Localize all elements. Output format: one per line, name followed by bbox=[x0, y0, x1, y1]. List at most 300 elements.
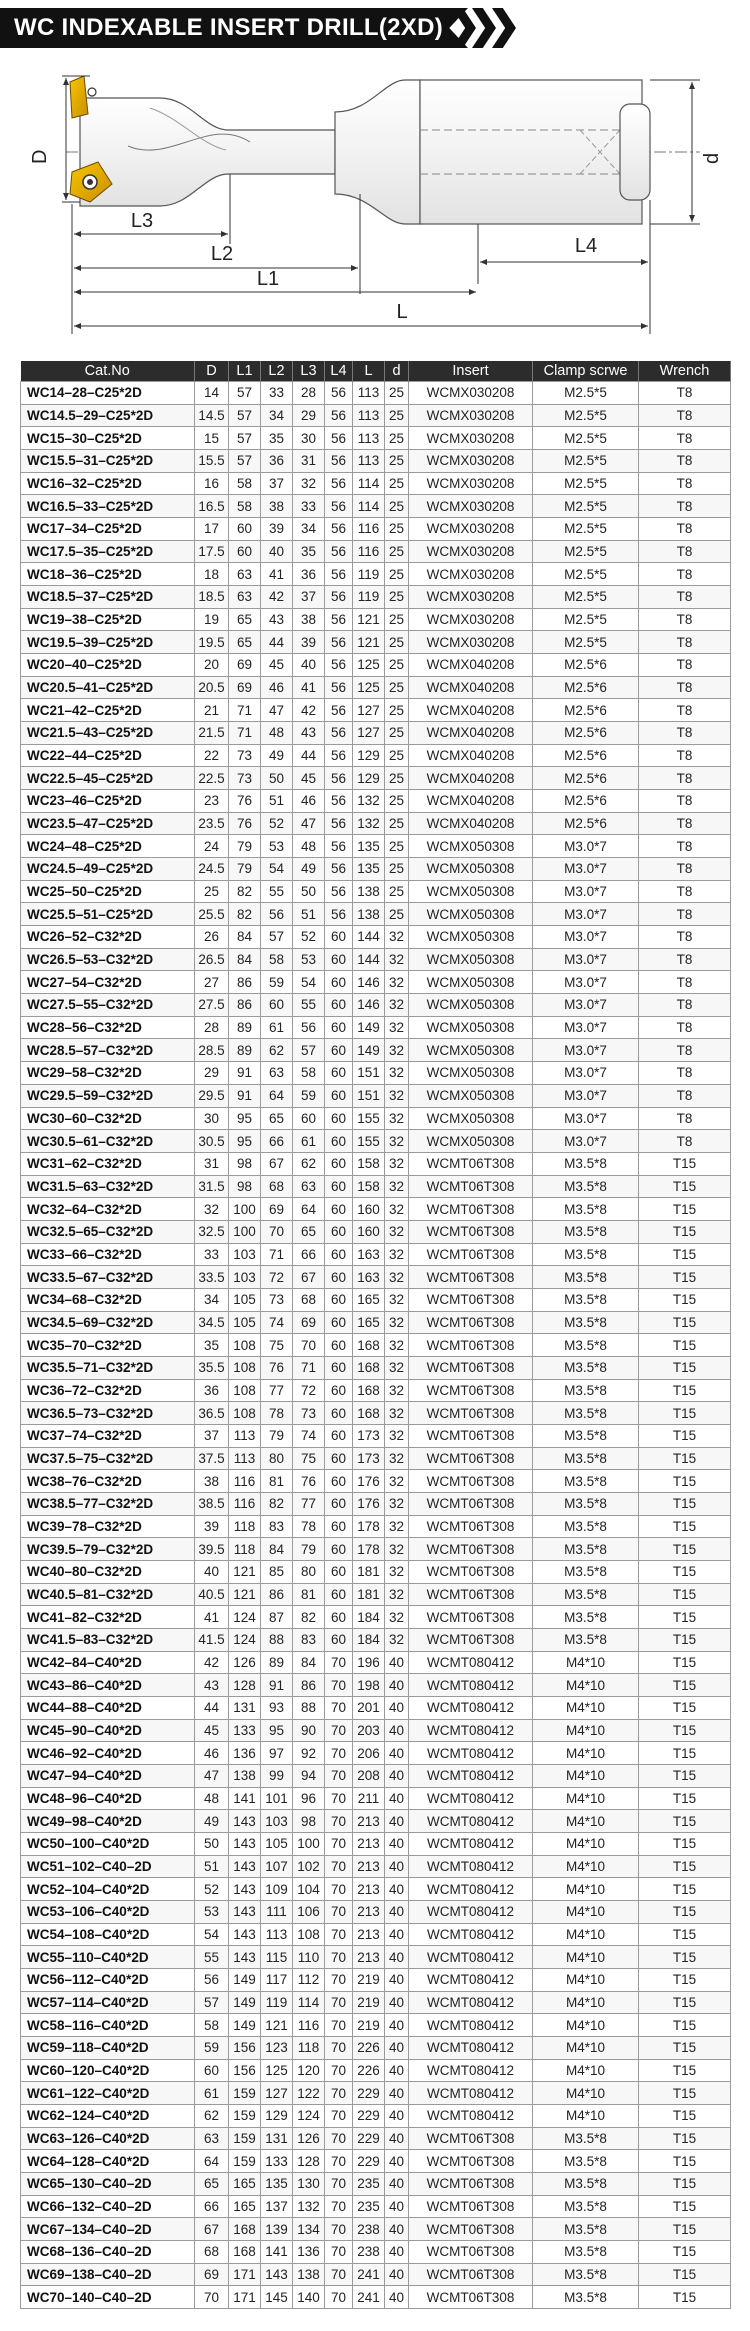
table-cell: 83 bbox=[261, 1515, 293, 1538]
table-row bbox=[21, 1107, 731, 1130]
table-cell: T8 bbox=[639, 812, 731, 835]
table-row bbox=[21, 540, 731, 563]
table-cell: 213 bbox=[353, 1855, 385, 1878]
table-cell: 132 bbox=[353, 790, 385, 813]
table-cell: 143 bbox=[229, 1901, 261, 1924]
table-cell: 92 bbox=[293, 1742, 325, 1765]
table-cell: 159 bbox=[229, 2127, 261, 2150]
table-cell: 56 bbox=[325, 404, 353, 427]
table-cell: WCMT080412 bbox=[409, 1991, 533, 2014]
table-cell: M3.5*8 bbox=[533, 1356, 639, 1379]
table-cell: 86 bbox=[293, 1674, 325, 1697]
table-cell: 48 bbox=[195, 1787, 229, 1810]
table-cell: 68 bbox=[261, 1175, 293, 1198]
table-cell: M3.5*8 bbox=[533, 1311, 639, 1334]
table-cell: 95 bbox=[229, 1107, 261, 1130]
table-cell: 181 bbox=[353, 1583, 385, 1606]
table-cell: M3.0*7 bbox=[533, 1062, 639, 1085]
table-cell: 47 bbox=[195, 1764, 229, 1787]
table-cell: WCMT080412 bbox=[409, 1674, 533, 1697]
table-cell: WCMX030208 bbox=[409, 427, 533, 450]
table-cell: 60 bbox=[325, 1583, 353, 1606]
table-row bbox=[21, 699, 731, 722]
table-cell: 143 bbox=[229, 1923, 261, 1946]
table-cell: T8 bbox=[639, 699, 731, 722]
table-cell: 50 bbox=[195, 1833, 229, 1856]
table-cell: 70 bbox=[325, 2218, 353, 2241]
table-cell: T15 bbox=[639, 1855, 731, 1878]
cat-no-cell: WC24–48–C25*2D bbox=[21, 835, 195, 858]
table-cell: WCMX050308 bbox=[409, 1084, 533, 1107]
table-cell: 160 bbox=[353, 1198, 385, 1221]
table-cell: 70 bbox=[325, 1674, 353, 1697]
table-row bbox=[21, 1175, 731, 1198]
cat-no-cell: WC35–70–C32*2D bbox=[21, 1334, 195, 1357]
table-cell: 70 bbox=[325, 1969, 353, 1992]
cat-no-cell: WC22.5–45–C25*2D bbox=[21, 767, 195, 790]
table-row bbox=[21, 563, 731, 586]
table-cell: 56 bbox=[325, 608, 353, 631]
table-cell: WCMT06T308 bbox=[409, 1560, 533, 1583]
table-cell: 160 bbox=[353, 1220, 385, 1243]
table-row bbox=[21, 1833, 731, 1856]
table-cell: M4*10 bbox=[533, 1855, 639, 1878]
table-cell: M4*10 bbox=[533, 1946, 639, 1969]
table-row bbox=[21, 382, 731, 405]
table-cell: 98 bbox=[229, 1175, 261, 1198]
table-row bbox=[21, 1356, 731, 1379]
table-row bbox=[21, 1266, 731, 1289]
table-row bbox=[21, 2082, 731, 2105]
table-cell: WCMT06T308 bbox=[409, 1492, 533, 1515]
table-cell: 131 bbox=[229, 1696, 261, 1719]
table-cell: M4*10 bbox=[533, 1651, 639, 1674]
table-cell: M2.5*5 bbox=[533, 540, 639, 563]
col-header-L3: L3 bbox=[293, 361, 325, 382]
table-cell: WCMX050308 bbox=[409, 880, 533, 903]
table-cell: WCMT06T308 bbox=[409, 1515, 533, 1538]
table-row bbox=[21, 903, 731, 926]
dim-label-d: d bbox=[701, 152, 723, 164]
table-cell: 132 bbox=[353, 812, 385, 835]
table-cell: M4*10 bbox=[533, 1810, 639, 1833]
table-cell: 158 bbox=[353, 1152, 385, 1175]
cat-no-cell: WC23.5–47–C25*2D bbox=[21, 812, 195, 835]
table-cell: 125 bbox=[353, 676, 385, 699]
table-cell: 165 bbox=[229, 2195, 261, 2218]
table-cell: 34 bbox=[261, 404, 293, 427]
table-cell: 40 bbox=[385, 1946, 409, 1969]
table-cell: WCMT080412 bbox=[409, 2105, 533, 2128]
cat-no-cell: WC36–72–C32*2D bbox=[21, 1379, 195, 1402]
table-cell: 40 bbox=[385, 2105, 409, 2128]
table-cell: 105 bbox=[229, 1311, 261, 1334]
table-cell: 168 bbox=[229, 2241, 261, 2264]
table-cell: 64 bbox=[293, 1198, 325, 1221]
table-cell: 60 bbox=[325, 1606, 353, 1629]
table-cell: 40 bbox=[385, 1991, 409, 2014]
table-cell: 82 bbox=[229, 880, 261, 903]
table-row bbox=[21, 1969, 731, 1992]
table-cell: WCMX040208 bbox=[409, 654, 533, 677]
table-cell: WCMX050308 bbox=[409, 835, 533, 858]
table-cell: M3.5*8 bbox=[533, 1424, 639, 1447]
table-cell: 60 bbox=[325, 1311, 353, 1334]
table-cell: 32 bbox=[385, 1039, 409, 1062]
table-cell: 108 bbox=[293, 1923, 325, 1946]
table-cell: T15 bbox=[639, 1243, 731, 1266]
table-cell: 124 bbox=[229, 1606, 261, 1629]
table-row bbox=[21, 790, 731, 813]
table-cell: T15 bbox=[639, 1696, 731, 1719]
table-cell: T15 bbox=[639, 1175, 731, 1198]
table-cell: T15 bbox=[639, 1606, 731, 1629]
table-cell: 32 bbox=[385, 1334, 409, 1357]
table-cell: 58 bbox=[195, 2014, 229, 2037]
table-cell: 19.5 bbox=[195, 631, 229, 654]
table-cell: 60 bbox=[325, 971, 353, 994]
dim-label-L2: L2 bbox=[210, 243, 234, 265]
table-cell: 70 bbox=[261, 1220, 293, 1243]
table-cell: 127 bbox=[261, 2082, 293, 2105]
table-cell: 114 bbox=[353, 495, 385, 518]
table-cell: 36 bbox=[293, 563, 325, 586]
table-cell: M2.5*5 bbox=[533, 631, 639, 654]
table-cell: 60 bbox=[325, 1243, 353, 1266]
table-cell: 60 bbox=[325, 1628, 353, 1651]
table-cell: 87 bbox=[261, 1606, 293, 1629]
table-cell: 41 bbox=[195, 1606, 229, 1629]
table-cell: T15 bbox=[639, 1311, 731, 1334]
table-cell: 163 bbox=[353, 1243, 385, 1266]
table-cell: 70 bbox=[325, 2014, 353, 2037]
cat-no-cell: WC27–54–C32*2D bbox=[21, 971, 195, 994]
table-cell: M3.5*8 bbox=[533, 1175, 639, 1198]
table-cell: 21 bbox=[195, 699, 229, 722]
table-cell: T15 bbox=[639, 1356, 731, 1379]
cat-no-cell: WC20.5–41–C25*2D bbox=[21, 676, 195, 699]
table-cell: 44 bbox=[261, 631, 293, 654]
table-cell: T8 bbox=[639, 858, 731, 881]
cat-no-cell: WC19–38–C25*2D bbox=[21, 608, 195, 631]
table-cell: 53 bbox=[195, 1901, 229, 1924]
table-cell: 32 bbox=[385, 1583, 409, 1606]
table-cell: 49 bbox=[293, 858, 325, 881]
table-cell: 28 bbox=[195, 1016, 229, 1039]
table-cell: 98 bbox=[293, 1810, 325, 1833]
table-cell: 41 bbox=[261, 563, 293, 586]
table-cell: 57 bbox=[195, 1991, 229, 2014]
table-cell: WCMX030208 bbox=[409, 404, 533, 427]
table-cell: M4*10 bbox=[533, 1719, 639, 1742]
table-cell: 229 bbox=[353, 2105, 385, 2128]
table-cell: 69 bbox=[195, 2263, 229, 2286]
table-cell: WCMT06T308 bbox=[409, 2218, 533, 2241]
table-cell: 103 bbox=[261, 1810, 293, 1833]
table-cell: 126 bbox=[229, 1651, 261, 1674]
table-cell: 24.5 bbox=[195, 858, 229, 881]
table-cell: 40 bbox=[385, 1878, 409, 1901]
table-cell: 151 bbox=[353, 1084, 385, 1107]
table-cell: 65 bbox=[229, 608, 261, 631]
table-cell: 125 bbox=[261, 2059, 293, 2082]
table-row bbox=[21, 2127, 731, 2150]
table-cell: T8 bbox=[639, 926, 731, 949]
table-cell: T8 bbox=[639, 450, 731, 473]
table-cell: 39 bbox=[293, 631, 325, 654]
table-cell: 149 bbox=[353, 1016, 385, 1039]
cat-no-cell: WC67–134–C40–2D bbox=[21, 2218, 195, 2241]
table-cell: 163 bbox=[353, 1266, 385, 1289]
table-cell: M2.5*5 bbox=[533, 404, 639, 427]
table-cell: WCMT080412 bbox=[409, 1764, 533, 1787]
table-cell: M2.5*5 bbox=[533, 518, 639, 541]
table-cell: 138 bbox=[353, 903, 385, 926]
table-cell: 113 bbox=[353, 382, 385, 405]
table-cell: 29 bbox=[195, 1062, 229, 1085]
table-cell: 124 bbox=[229, 1628, 261, 1651]
table-cell: WCMT06T308 bbox=[409, 1311, 533, 1334]
table-cell: 134 bbox=[293, 2218, 325, 2241]
table-row bbox=[21, 1039, 731, 1062]
table-cell: 44 bbox=[195, 1696, 229, 1719]
table-cell: 31 bbox=[195, 1152, 229, 1175]
table-cell: 93 bbox=[261, 1696, 293, 1719]
table-cell: 30 bbox=[195, 1107, 229, 1130]
table-cell: WCMT080412 bbox=[409, 1878, 533, 1901]
table-cell: T15 bbox=[639, 2218, 731, 2241]
table-cell: M3.5*8 bbox=[533, 1152, 639, 1175]
cat-no-cell: WC64–128–C40*2D bbox=[21, 2150, 195, 2173]
table-cell: 146 bbox=[353, 971, 385, 994]
table-cell: 78 bbox=[293, 1515, 325, 1538]
table-cell: M2.5*5 bbox=[533, 608, 639, 631]
table-cell: 136 bbox=[229, 1742, 261, 1765]
table-cell: 58 bbox=[229, 472, 261, 495]
table-cell: 40 bbox=[385, 1855, 409, 1878]
cat-no-cell: WC39.5–79–C32*2D bbox=[21, 1538, 195, 1561]
table-cell: T8 bbox=[639, 608, 731, 631]
table-row bbox=[21, 654, 731, 677]
table-cell: WCMT080412 bbox=[409, 1810, 533, 1833]
table-cell: M2.5*6 bbox=[533, 699, 639, 722]
page-title: WC INDEXABLE INSERT DRILL(2XD) bbox=[14, 14, 443, 41]
table-cell: 17 bbox=[195, 518, 229, 541]
table-cell: M3.5*8 bbox=[533, 1220, 639, 1243]
table-cell: T8 bbox=[639, 495, 731, 518]
cat-no-cell: WC59–118–C40*2D bbox=[21, 2037, 195, 2060]
table-cell: 40 bbox=[385, 2286, 409, 2309]
table-cell: WCMT06T308 bbox=[409, 1220, 533, 1243]
table-cell: 25 bbox=[385, 450, 409, 473]
table-cell: WCMT06T308 bbox=[409, 2286, 533, 2309]
table-cell: 34 bbox=[293, 518, 325, 541]
table-cell: 98 bbox=[229, 1152, 261, 1175]
table-cell: 40 bbox=[385, 2241, 409, 2264]
table-cell: T15 bbox=[639, 1674, 731, 1697]
table-cell: M3.0*7 bbox=[533, 994, 639, 1017]
cat-no-cell: WC54–108–C40*2D bbox=[21, 1923, 195, 1946]
table-cell: 25 bbox=[385, 631, 409, 654]
table-cell: T15 bbox=[639, 1787, 731, 1810]
table-cell: WCMX040208 bbox=[409, 744, 533, 767]
table-cell: T8 bbox=[639, 790, 731, 813]
table-cell: 99 bbox=[261, 1764, 293, 1787]
table-cell: M3.0*7 bbox=[533, 835, 639, 858]
table-cell: 213 bbox=[353, 1901, 385, 1924]
table-cell: 119 bbox=[353, 563, 385, 586]
table-cell: 38 bbox=[293, 608, 325, 631]
table-cell: 73 bbox=[293, 1402, 325, 1425]
table-cell: 211 bbox=[353, 1787, 385, 1810]
table-cell: T15 bbox=[639, 1901, 731, 1924]
table-cell: M3.5*8 bbox=[533, 1538, 639, 1561]
cat-no-cell: WC53–106–C40*2D bbox=[21, 1901, 195, 1924]
table-row bbox=[21, 2218, 731, 2241]
table-cell: 51 bbox=[195, 1855, 229, 1878]
table-cell: 208 bbox=[353, 1764, 385, 1787]
table-row bbox=[21, 676, 731, 699]
table-cell: 30.5 bbox=[195, 1130, 229, 1153]
table-cell: M3.0*7 bbox=[533, 880, 639, 903]
table-cell: 60 bbox=[325, 1515, 353, 1538]
table-cell: M2.5*5 bbox=[533, 450, 639, 473]
table-cell: M4*10 bbox=[533, 1901, 639, 1924]
table-cell: 70 bbox=[325, 1878, 353, 1901]
table-cell: 111 bbox=[261, 1901, 293, 1924]
table-cell: 84 bbox=[293, 1651, 325, 1674]
table-cell: 60 bbox=[325, 1356, 353, 1379]
table-cell: WCMX030208 bbox=[409, 518, 533, 541]
table-row bbox=[21, 1560, 731, 1583]
table-cell: T8 bbox=[639, 472, 731, 495]
table-cell: 47 bbox=[293, 812, 325, 835]
table-cell: T15 bbox=[639, 1424, 731, 1447]
table-cell: 35 bbox=[261, 427, 293, 450]
table-cell: 155 bbox=[353, 1107, 385, 1130]
table-cell: 84 bbox=[229, 948, 261, 971]
table-row bbox=[21, 1084, 731, 1107]
table-cell: WCMX030208 bbox=[409, 540, 533, 563]
table-cell: 65 bbox=[293, 1220, 325, 1243]
table-cell: M3.5*8 bbox=[533, 1560, 639, 1583]
table-cell: 30 bbox=[293, 427, 325, 450]
table-cell: WCMT06T308 bbox=[409, 1243, 533, 1266]
cat-no-cell: WC40–80–C32*2D bbox=[21, 1560, 195, 1583]
table-cell: 32 bbox=[385, 1152, 409, 1175]
table-cell: 56 bbox=[325, 744, 353, 767]
table-cell: 59 bbox=[261, 971, 293, 994]
col-header-L1: L1 bbox=[229, 361, 261, 382]
table-cell: 32 bbox=[385, 1243, 409, 1266]
table-cell: M4*10 bbox=[533, 1833, 639, 1856]
table-cell: 56 bbox=[325, 790, 353, 813]
table-cell: T8 bbox=[639, 631, 731, 654]
table-cell: M3.5*8 bbox=[533, 2195, 639, 2218]
table-cell: 66 bbox=[293, 1243, 325, 1266]
cat-no-cell: WC16–32–C25*2D bbox=[21, 472, 195, 495]
table-row bbox=[21, 948, 731, 971]
table-cell: 65 bbox=[195, 2173, 229, 2196]
table-cell: T15 bbox=[639, 1220, 731, 1243]
cat-no-cell: WC58–116–C40*2D bbox=[21, 2014, 195, 2037]
table-cell: T8 bbox=[639, 540, 731, 563]
table-cell: T15 bbox=[639, 1719, 731, 1742]
table-cell: 118 bbox=[229, 1538, 261, 1561]
table-cell: WCMT080412 bbox=[409, 1923, 533, 1946]
table-cell: 73 bbox=[229, 744, 261, 767]
table-cell: 26 bbox=[195, 926, 229, 949]
table-cell: T15 bbox=[639, 1560, 731, 1583]
table-cell: T15 bbox=[639, 1492, 731, 1515]
table-cell: M3.5*8 bbox=[533, 1243, 639, 1266]
table-cell: 66 bbox=[261, 1130, 293, 1153]
table-cell: 32 bbox=[385, 1379, 409, 1402]
table-cell: 56 bbox=[325, 812, 353, 835]
table-row bbox=[21, 1016, 731, 1039]
table-row bbox=[21, 1447, 731, 1470]
table-cell: WCMT06T308 bbox=[409, 1606, 533, 1629]
table-row bbox=[21, 1243, 731, 1266]
table-cell: M2.5*6 bbox=[533, 767, 639, 790]
table-cell: 32 bbox=[385, 1515, 409, 1538]
table-cell: 219 bbox=[353, 2014, 385, 2037]
table-cell: WCMT06T308 bbox=[409, 1628, 533, 1651]
table-cell: 115 bbox=[261, 1946, 293, 1969]
table-cell: WCMX040208 bbox=[409, 767, 533, 790]
table-cell: 119 bbox=[261, 1991, 293, 2014]
cat-no-cell: WC50–100–C40*2D bbox=[21, 1833, 195, 1856]
table-cell: T8 bbox=[639, 1130, 731, 1153]
table-cell: M4*10 bbox=[533, 1878, 639, 1901]
table-cell: 43 bbox=[293, 722, 325, 745]
table-cell: M3.5*8 bbox=[533, 1379, 639, 1402]
table-cell: 141 bbox=[229, 1787, 261, 1810]
table-cell: 158 bbox=[353, 1175, 385, 1198]
table-cell: WCMT06T308 bbox=[409, 1402, 533, 1425]
table-cell: M2.5*5 bbox=[533, 382, 639, 405]
table-cell: M3.5*8 bbox=[533, 1628, 639, 1651]
table-cell: 32 bbox=[385, 1175, 409, 1198]
table-cell: M3.5*8 bbox=[533, 1583, 639, 1606]
table-cell: 196 bbox=[353, 1651, 385, 1674]
table-cell: 25 bbox=[385, 767, 409, 790]
table-row bbox=[21, 880, 731, 903]
table-row bbox=[21, 1130, 731, 1153]
table-cell: 70 bbox=[325, 1946, 353, 1969]
table-row bbox=[21, 1651, 731, 1674]
table-cell: 70 bbox=[325, 2263, 353, 2286]
table-cell: M3.5*8 bbox=[533, 2173, 639, 2196]
table-cell: 46 bbox=[195, 1742, 229, 1765]
table-cell: 32 bbox=[385, 971, 409, 994]
table-cell: WCMX050308 bbox=[409, 1130, 533, 1153]
table-cell: 128 bbox=[293, 2150, 325, 2173]
table-cell: 70 bbox=[325, 2082, 353, 2105]
table-cell: 97 bbox=[261, 1742, 293, 1765]
table-row bbox=[21, 1923, 731, 1946]
table-row bbox=[21, 1606, 731, 1629]
table-row bbox=[21, 2263, 731, 2286]
table-cell: 226 bbox=[353, 2059, 385, 2082]
table-cell: 70 bbox=[325, 1719, 353, 1742]
table-cell: 74 bbox=[261, 1311, 293, 1334]
table-cell: 105 bbox=[261, 1833, 293, 1856]
table-cell: 61 bbox=[261, 1016, 293, 1039]
table-cell: 41.5 bbox=[195, 1628, 229, 1651]
table-cell: WCMX050308 bbox=[409, 971, 533, 994]
table-cell: 35 bbox=[293, 540, 325, 563]
